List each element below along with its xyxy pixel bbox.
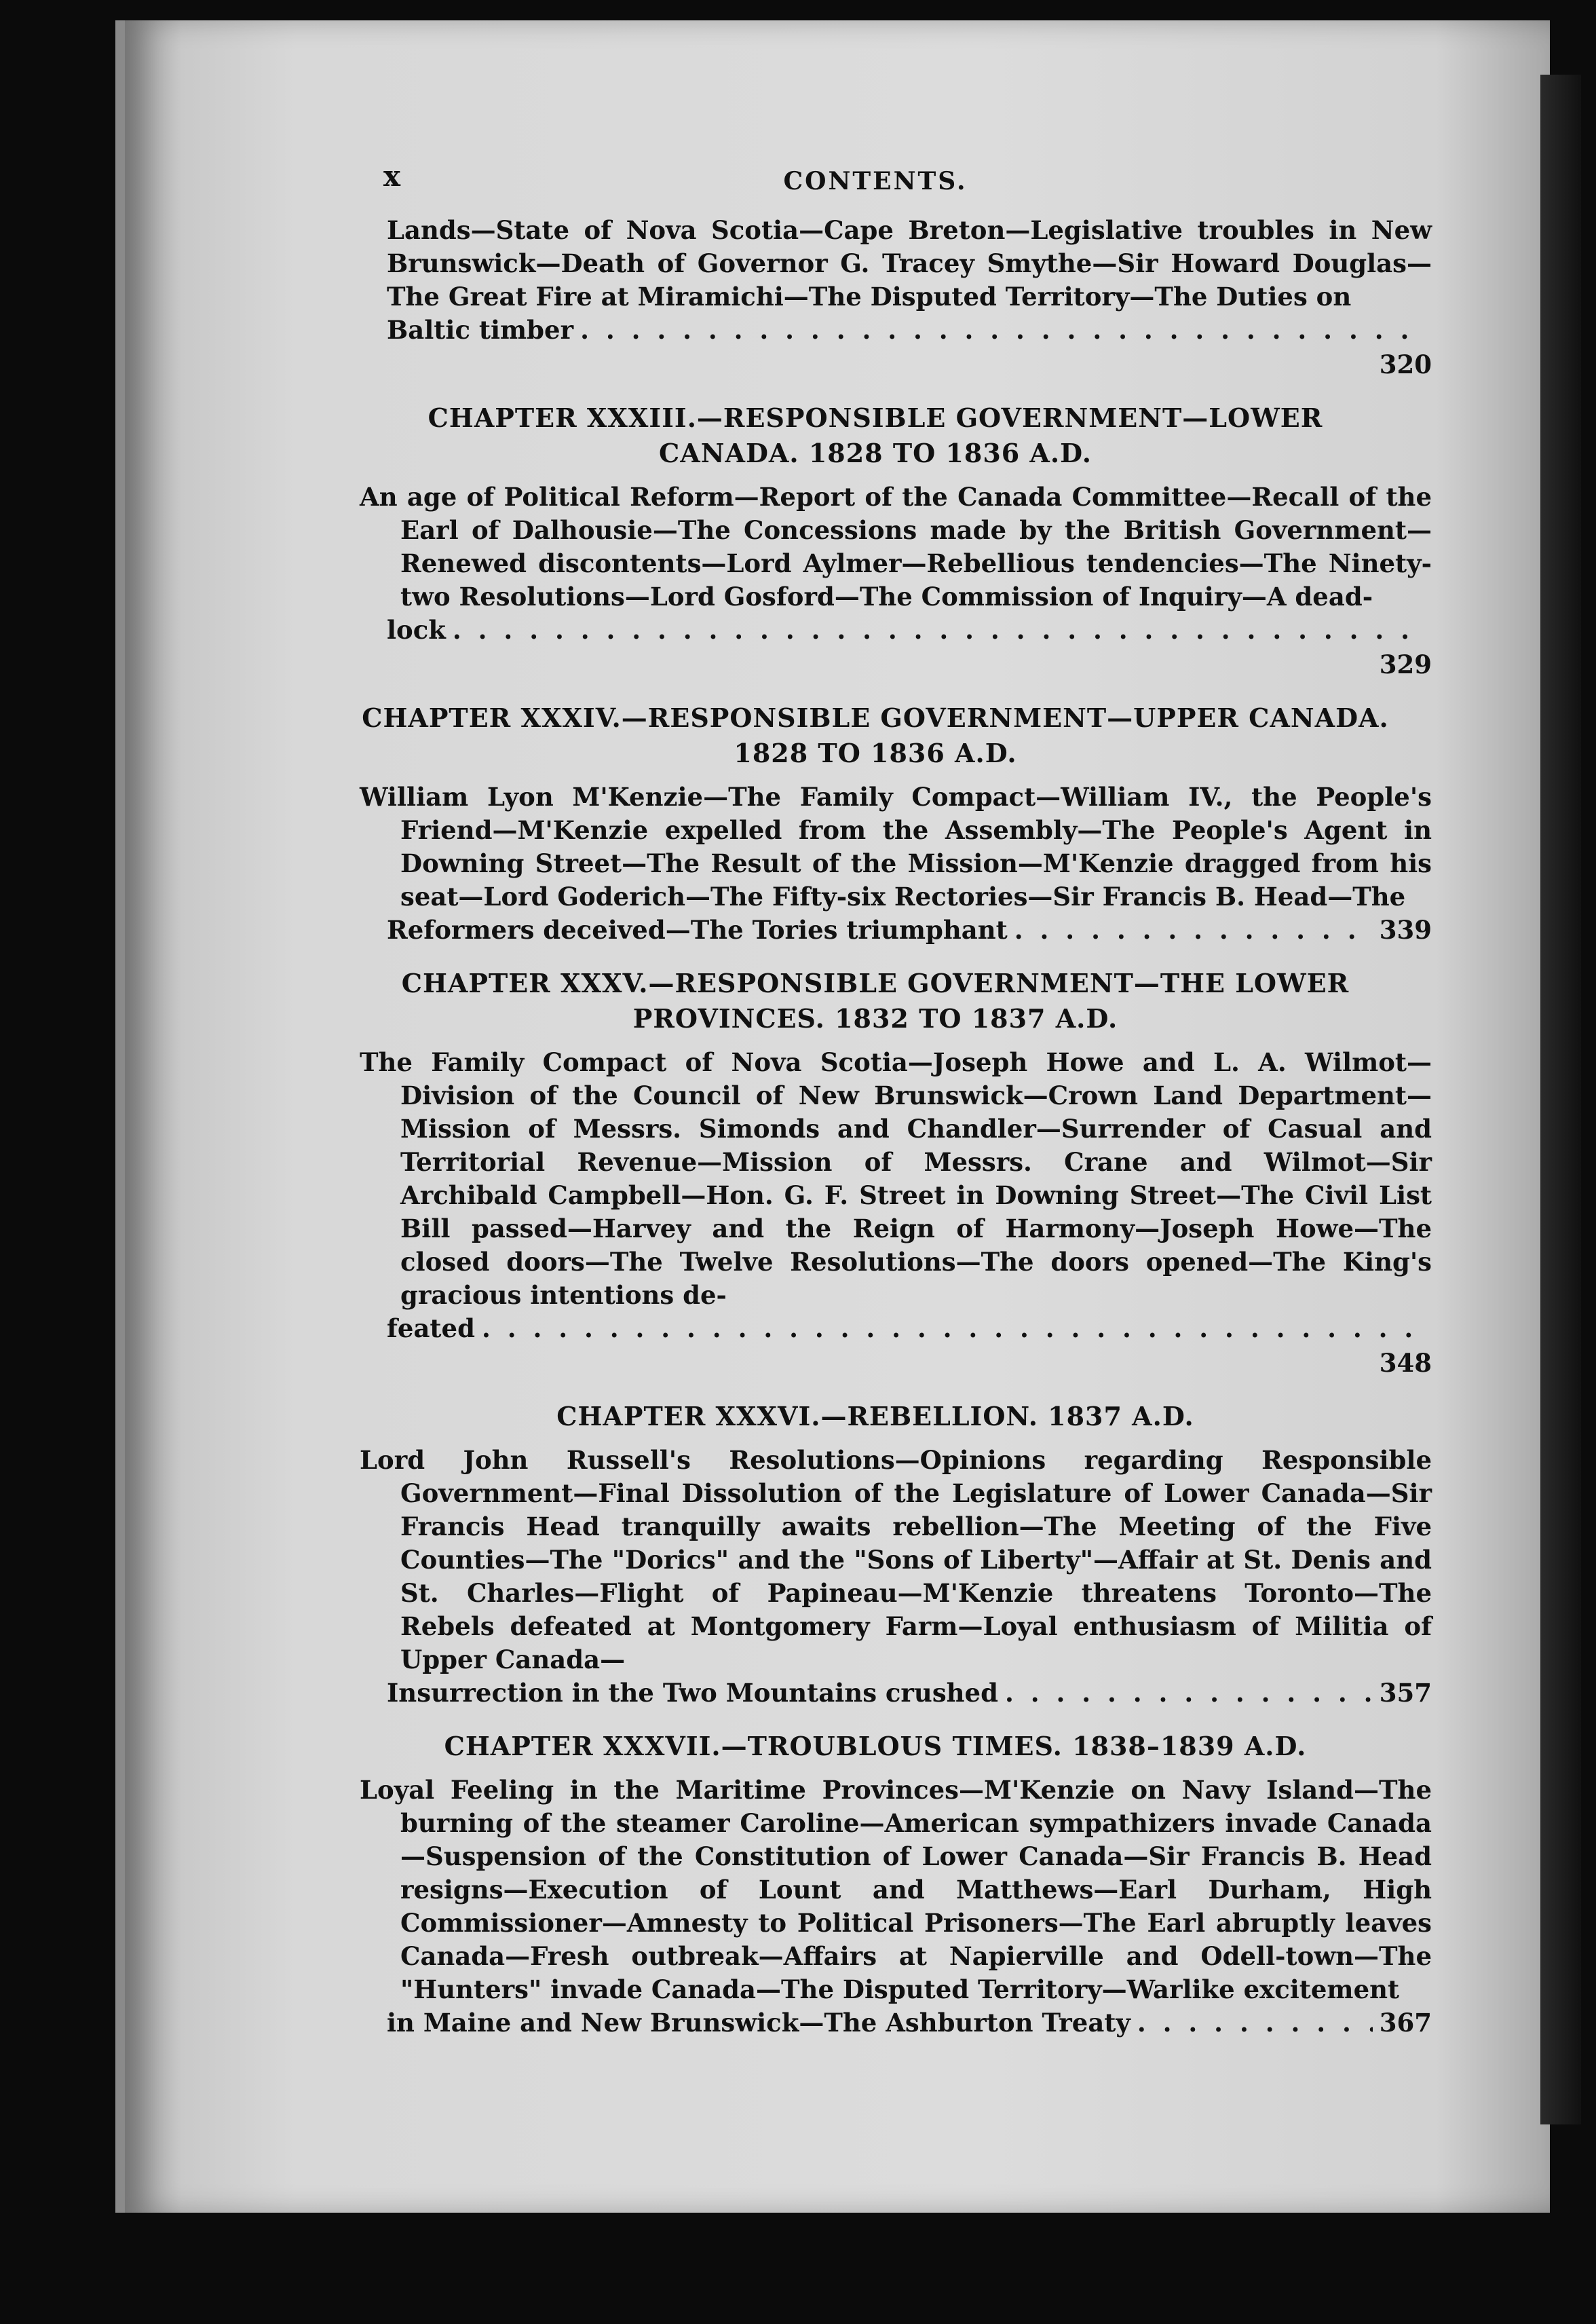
toc-leader-line xyxy=(387,914,1432,947)
toc-summary: Lord John Russell's Resolutions—Opinions regarding Responsible Government—Final Dissolution of the Legislature of Lower Canada—Sir Francis Head tranquilly awaits rebellion—The Meeting of the Five Counties—The "Dorics" and the "Sons of Liberty"—Affair at St. Denis and St. Charles—Flight of Papineau—M'Kenzie threatens Toronto—The Rebels defeated at Montgomery Farm—Loyal enthusiasm of Militia of Upper Canada— xyxy=(360,1445,1432,1674)
toc-entry xyxy=(319,966,1432,1380)
toc-leader-line xyxy=(387,614,1432,647)
toc-summary: Lands—State of Nova Scotia—Cape Breton—Legislative troubles in New Brunswick—Death of Governor G. Tracey Smythe—Sir Howard Douglas—The Great Fire at Miramichi—The Disputed Territory—The Duties on xyxy=(387,215,1432,312)
running-head xyxy=(319,160,1432,214)
toc-summary: The Family Compact of Nova Scotia—Joseph Howe and L. A. Wilmot—Division of the Council of New Brunswick—Crown Land Department—Mission of Messrs. Simonds and Chandler—Surrender of Casual and Territorial Revenue—Mission of Messrs. Crane and Wilmot—Sir Archibald Campbell—Hon. G. F. Street in Downing Street—The Civil List Bill passed—Harvey and the Reign of Harmony—Joseph Howe—The closed doors—The Twelve Resolutions—The doors opened—The King's gracious intentions de- xyxy=(360,1047,1432,1310)
toc-entry xyxy=(319,1729,1432,2040)
toc-summary: William Lyon M'Kenzie—The Family Compact—William IV., the People's Friend—M'Kenzie expelled from the Assembly—The People's Agent in Downing Street—The Result of the Mission—M'Kenzie dragged from his seat—Lord Goderich—The Fifty-six Rectories—Sir Francis B. Head—The xyxy=(360,782,1432,912)
toc-entry xyxy=(319,400,1432,681)
toc-entry-continuation xyxy=(319,214,1432,381)
chapter-heading: CHAPTER XXXIII.—RESPONSIBLE GOVERNMENT—LOWER CANADA. 1828 TO 1836 A.D. xyxy=(428,402,1323,468)
page-number: x xyxy=(383,160,401,193)
toc-summary-end: Reformers deceived—The Tories triumphant xyxy=(387,915,1008,945)
running-head-title: CONTENTS. xyxy=(783,167,968,195)
dot-leader xyxy=(1137,2006,1373,2040)
toc-page-number: 339 xyxy=(1379,915,1432,945)
toc-leader-line xyxy=(387,314,1432,347)
toc-summary: Loyal Feeling in the Maritime Provinces—M'Kenzie on Navy Island—The burning of the steamer Caroline—American sympathizers invade Canada—Suspension of the Constitution of Lower Canada—Sir Francis B. Head resigns—Execution of Lount and Matthews—Earl Durham, High Commissioner—Amnesty to Political Prisoners—The Earl abruptly leaves Canada—Fresh outbreak—Affairs at Napierville and Odell-town—The "Hunters" invade Canada—The Disputed Territory—Warlike excitement xyxy=(360,1775,1432,2004)
toc-summary-end: Insurrection in the Two Mountains crushed xyxy=(387,1678,998,1708)
dot-leader xyxy=(1014,914,1373,947)
chapter-heading: CHAPTER XXXVI.—REBELLION. 1837 A.D. xyxy=(556,1401,1194,1431)
toc-leader-line xyxy=(387,1676,1432,1710)
dot-leader xyxy=(1005,1676,1373,1710)
chapter-heading: CHAPTER XXXV.—RESPONSIBLE GOVERNMENT—THE LOWER PROVINCES. 1832 TO 1837 A.D. xyxy=(401,968,1350,1034)
toc-page-number: 320 xyxy=(1379,350,1432,379)
toc-entry xyxy=(319,1399,1432,1710)
page-gutter xyxy=(1540,75,1581,2124)
dot-leader xyxy=(580,314,1425,347)
toc-page-number: 367 xyxy=(1379,2008,1432,2038)
toc-summary-end: Baltic timber xyxy=(387,315,574,345)
toc-page-number: 329 xyxy=(1379,650,1432,679)
dot-leader xyxy=(482,1312,1425,1345)
toc-summary-end: feated xyxy=(387,1313,475,1343)
toc-page-number: 348 xyxy=(1379,1348,1432,1378)
contents-page xyxy=(319,160,1432,2042)
toc-page-number: 357 xyxy=(1379,1678,1432,1708)
toc-entry xyxy=(319,700,1432,947)
toc-summary-end: in Maine and New Brunswick—The Ashburton Treaty xyxy=(387,2008,1130,2038)
chapter-heading: CHAPTER XXXVII.—TROUBLOUS TIMES. 1838–1839 A.D. xyxy=(444,1731,1307,1761)
dot-leader xyxy=(453,614,1425,647)
toc-leader-line xyxy=(387,2006,1432,2040)
toc-summary: An age of Political Reform—Report of the Canada Committee—Recall of the Earl of Dalhousie—The Concessions made by the British Government—Renewed discontents—Lord Aylmer—Rebellious tendencies—The Ninety-two Resolutions—Lord Gosford—The Commission of Inquiry—A dead- xyxy=(360,482,1432,612)
chapter-heading: CHAPTER XXXIV.—RESPONSIBLE GOVERNMENT—UPPER CANADA. 1828 TO 1836 A.D. xyxy=(362,702,1389,768)
toc-summary-end: lock xyxy=(387,615,446,645)
toc-leader-line xyxy=(387,1312,1432,1345)
